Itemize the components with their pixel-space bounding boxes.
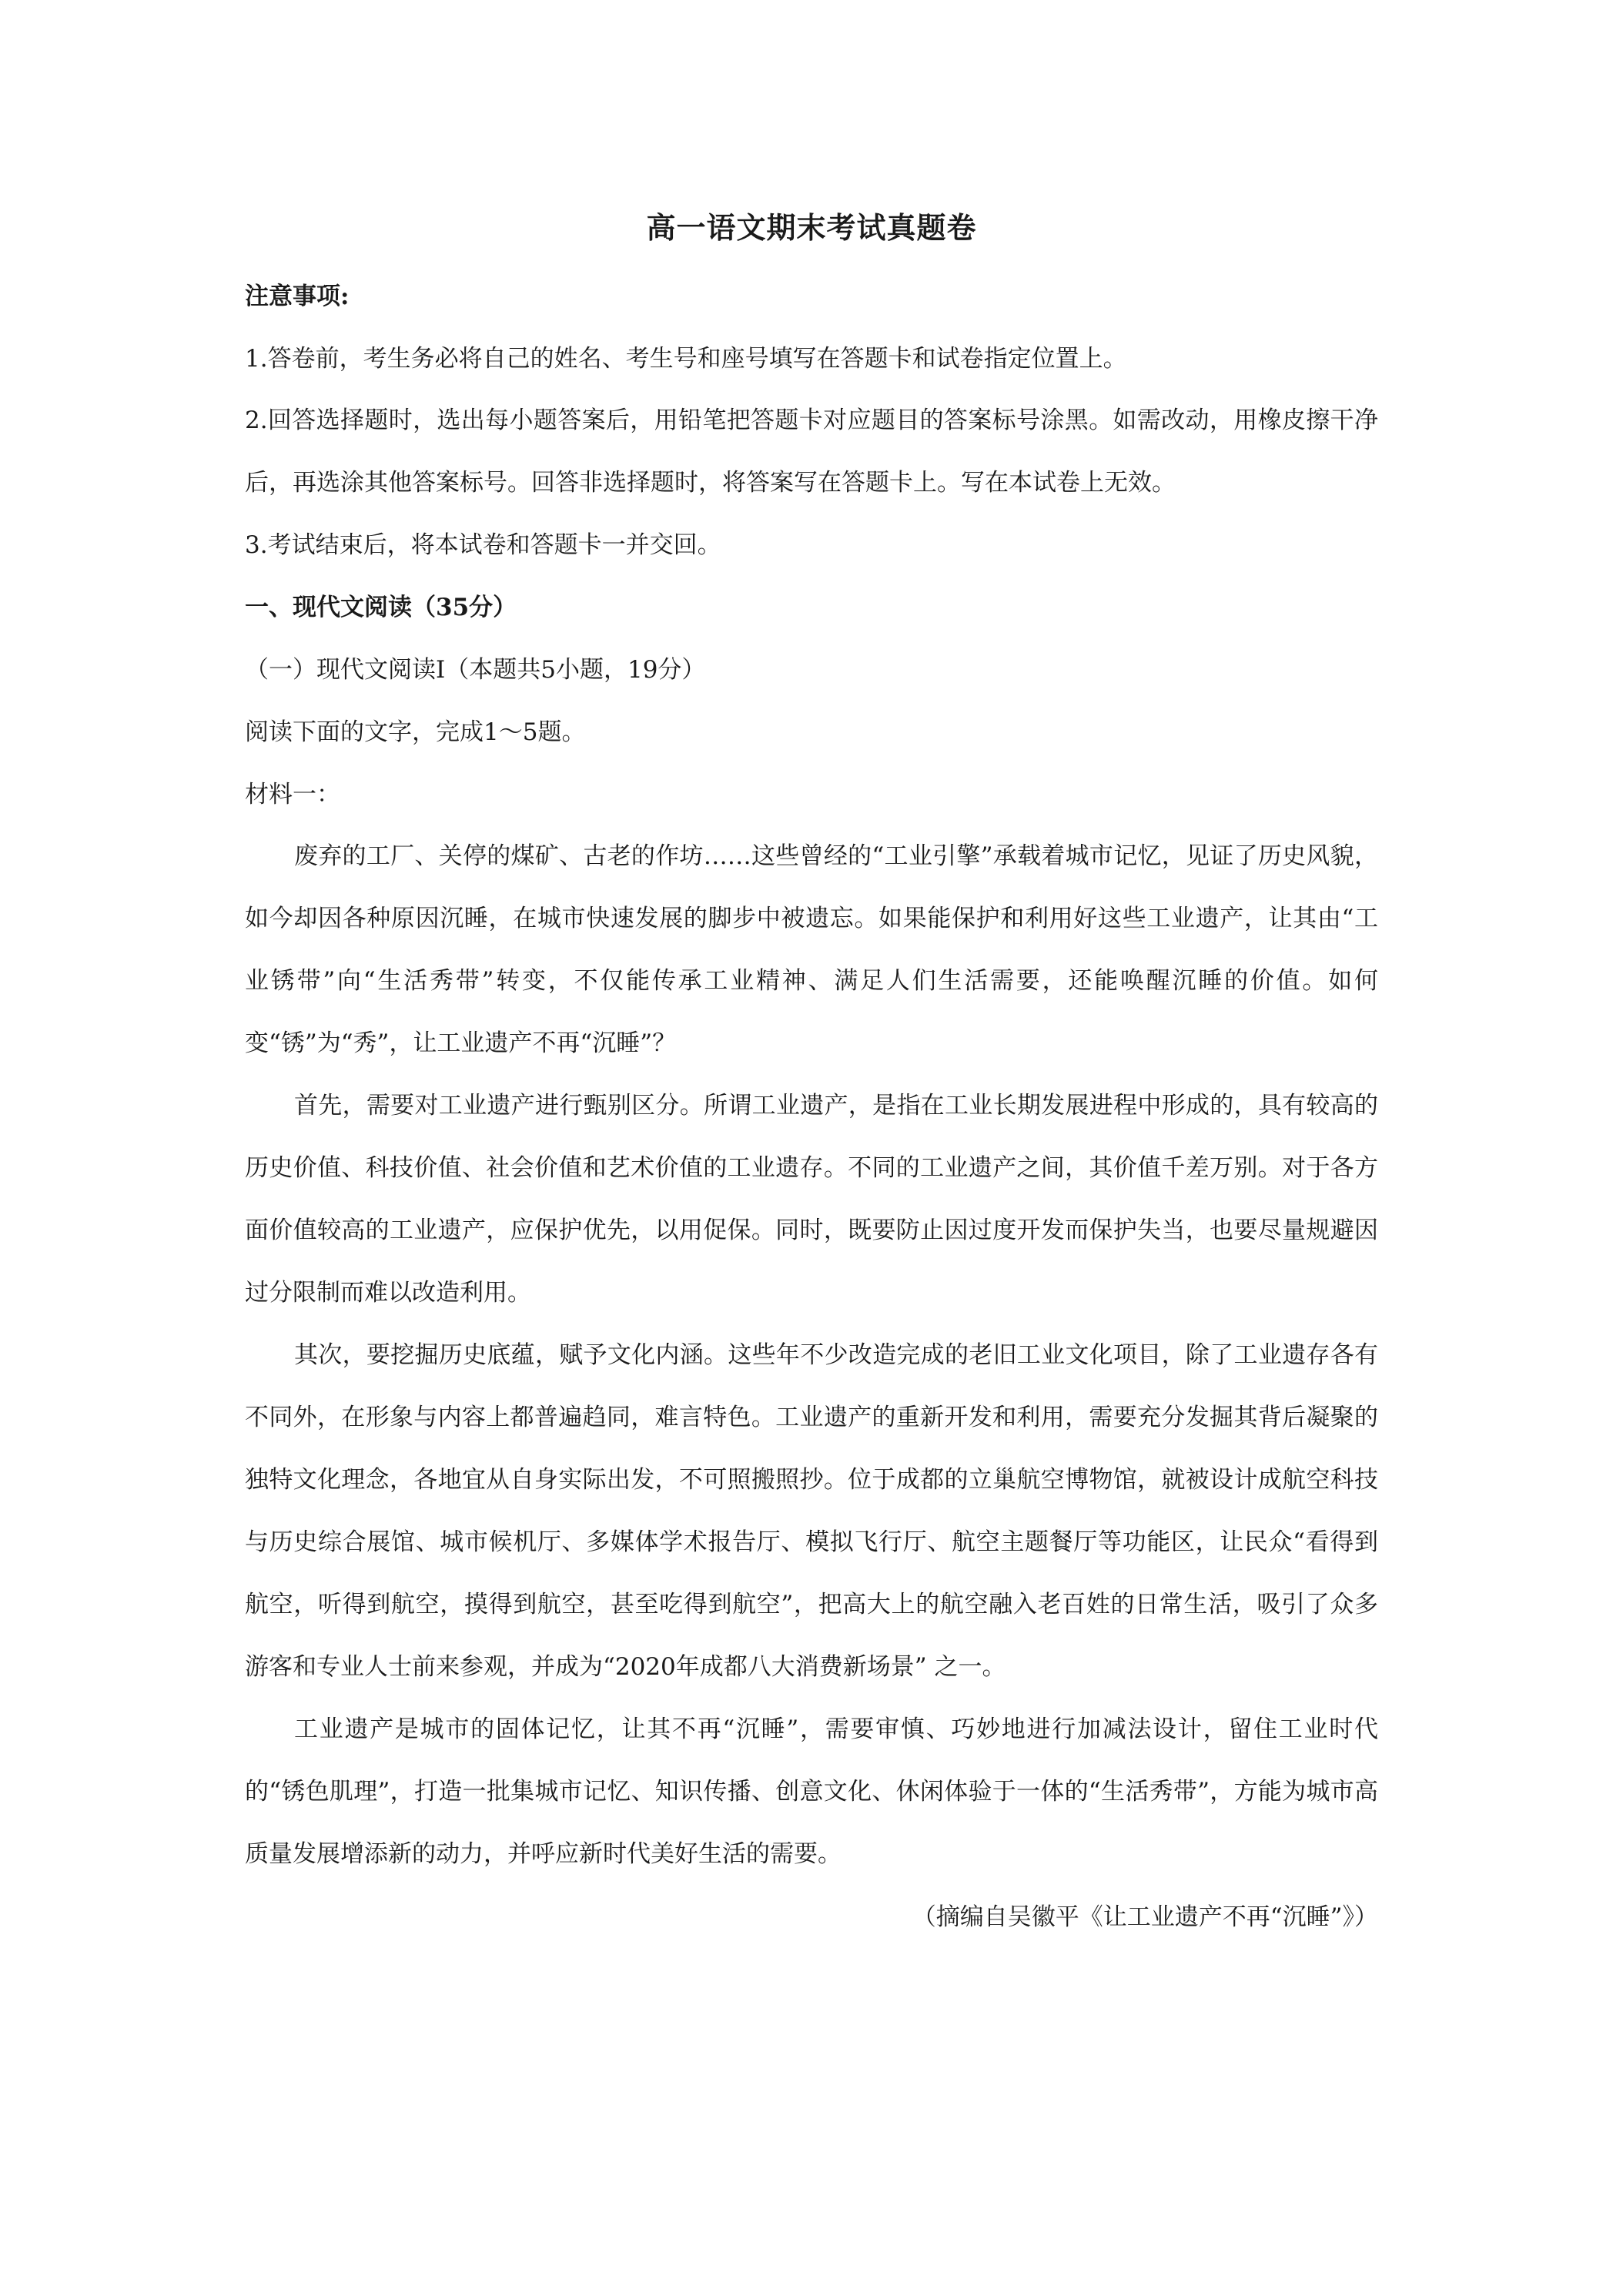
section-subheading: （一）现代文阅读Ⅰ（本题共5小题，19分） bbox=[245, 656, 706, 684]
article-paragraph: 工业遗产是城市的固体记忆，让其不再“沉睡”，需要审慎、巧妙地进行加减法设计，留住工业时代的“锈色肌理”，打造一批集城市记忆、知识传播、创意文化、休闲体验于一体的“生活秀带”，方能为城市高质量发展增添新的动力，并呼应新时代美好生活的需要。 bbox=[245, 1715, 1378, 1868]
notice-item: 1.答卷前，考生务必将自己的姓名、考生号和座号填写在答题卡和试卷指定位置上。 bbox=[245, 345, 1127, 373]
notice-heading: 注意事项: bbox=[245, 283, 350, 310]
article-body bbox=[245, 825, 1378, 1886]
material-label: 材料一： bbox=[245, 781, 340, 808]
section-heading: 一、现代文阅读（35分） bbox=[245, 594, 517, 621]
instruction-text: 阅读下面的文字，完成1～5题。 bbox=[245, 718, 586, 746]
notice-item: 2.回答选择题时，选出每小题答案后，用铅笔把答题卡对应题目的答案标号涂黑。如需改动，用橡皮擦干净后，再选涂其他答案标号。回答非选择题时，将答案写在答题卡上。写在本试卷上无效。 bbox=[245, 407, 1378, 497]
notice-item: 3.考试结束后，将本试卷和答题卡一并交回。 bbox=[245, 531, 721, 559]
article-paragraph: 其次，要挖掘历史底蕴，赋予文化内涵。这些年不少改造完成的老旧工业文化项目，除了工业遗存各有不同外，在形象与内容上都普遍趋同，难言特色。工业遗产的重新开发和利用，需要充分发掘其背后凝聚的独特文化理念，各地宜从自身实际出发，不可照搬照抄。位于成都的立巢航空博物馆，就被设计成航空科技与历史综合展馆、城市候机厅、多媒体学术报告厅、模拟飞行厅、航空主题餐厅等功能区，让民众“看得到航空，听得到航空，摸得到航空，甚至吃得到航空”，把高大上的航空融入老百姓的日常生活，吸引了众多游客和专业人士前来参观，并成为“2020年成都八大消费新场景” 之一。 bbox=[245, 1341, 1378, 1681]
page-content bbox=[245, 206, 1378, 1936]
article-paragraph: 废弃的工厂、关停的煤矿、古老的作坊……这些曾经的“工业引擎”承载着城市记忆，见证了历史风貌，如今却因各种原因沉睡，在城市快速发展的脚步中被遗忘。如果能保护和利用好这些工业遗产，让其由“工业锈带”向“生活秀带”转变，不仅能传承工业精神、满足人们生活需要，还能唤醒沉睡的价值。如何变“锈”为“秀”，让工业遗产不再“沉睡”？ bbox=[245, 842, 1378, 1057]
page-title: 高一语文期末考试真题卷 bbox=[646, 210, 977, 245]
article-source: （摘编自吴徽平《让工业遗产不再“沉睡”》） bbox=[912, 1903, 1378, 1931]
article-paragraph: 首先，需要对工业遗产进行甄别区分。所谓工业遗产，是指在工业长期发展进程中形成的，具有较高的历史价值、科技价值、社会价值和艺术价值的工业遗存。不同的工业遗产之间，其价值千差万别。对于各方面价值较高的工业遗产，应保护优先，以用促保。同时，既要防止因过度开发而保护失当，也要尽量规避因过分限制而难以改造利用。 bbox=[245, 1092, 1378, 1307]
